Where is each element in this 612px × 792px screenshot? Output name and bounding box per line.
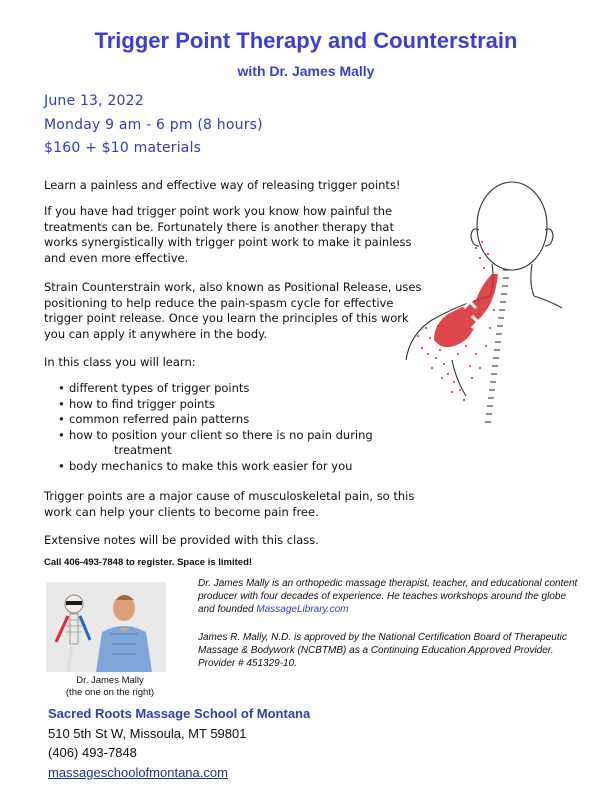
school-address: 510 5th St W, Missoula, MT 59801 — [48, 726, 247, 741]
instructor-photo — [46, 582, 166, 672]
photo-caption-note: (the one on the right) — [65, 687, 155, 698]
notes-text: Extensive notes will be provided with this class. — [44, 533, 319, 547]
event-price: $160 + $10 materials — [44, 140, 202, 156]
intro-text: Learn a painless and effective way of releasing trigger points! — [44, 178, 401, 192]
list-item-continuation: treatment — [114, 443, 172, 457]
bio-text: Dr. James Mally is an orthopedic massage therapist, teacher, and educational content producer with four decades of experience. He teaches workshops around the globe and founded — [198, 578, 578, 615]
photo-caption-name: Dr. James Mally — [76, 675, 144, 686]
paragraph-3: Trigger points are a major cause of musculoskeletal pain, so this work can help your clients to become pain free. — [44, 489, 415, 519]
list-item: • common referred pain patterns — [58, 412, 418, 428]
list-item: • body mechanics to make this work easier for you — [58, 459, 418, 475]
school-phone: (406) 493-7848 — [48, 745, 137, 760]
massage-library-link[interactable]: MassageLibrary.com — [256, 604, 349, 615]
call-to-register: Call 406-493-7848 to register. Space is limited! — [44, 557, 253, 568]
bio-paragraph-2: James R. Mally, N.D. is approved by the National Certification Board of Therapeutic Massage & Bodywork (NCBTMB) as a Continuing Education Approved Provider. Provider # 451329-10. — [198, 632, 567, 669]
event-time: Monday 9 am - 6 pm (8 hours) — [44, 117, 263, 133]
list-item: • how to position your client so there is no pain during — [58, 428, 418, 444]
page-subtitle: with Dr. James Mally — [237, 63, 375, 79]
list-item: • different types of trigger points — [58, 381, 418, 397]
school-website-link[interactable]: massageschoolofmontana.com — [48, 765, 228, 780]
page-title: Trigger Point Therapy and Counterstrain — [94, 28, 518, 53]
paragraph-2: Strain Counterstrain work, also known as Positional Release, uses positioning to help reduce the pain-spasm cycle for effective trigger point release. Once you learn the principles of this work you can apply it anywhere in the body. — [44, 280, 422, 341]
referred-pain-area — [417, 241, 498, 401]
list-item: • how to find trigger points — [58, 397, 418, 413]
learn-heading: In this class you will learn: — [44, 355, 196, 369]
learning-list — [58, 381, 418, 474]
event-date: June 13, 2022 — [44, 93, 144, 109]
trigger-point-illustration — [400, 178, 600, 438]
bio-paragraph-1 — [198, 577, 578, 616]
school-name: Sacred Roots Massage School of Montana — [48, 706, 311, 721]
paragraph-1: If you have had trigger point work you know how painful the treatments can be. Fortunately there is another therapy that works synergistically with trigger point work to make it painless and even more effective. — [44, 204, 412, 265]
instructor-photo-graphic — [46, 582, 166, 672]
